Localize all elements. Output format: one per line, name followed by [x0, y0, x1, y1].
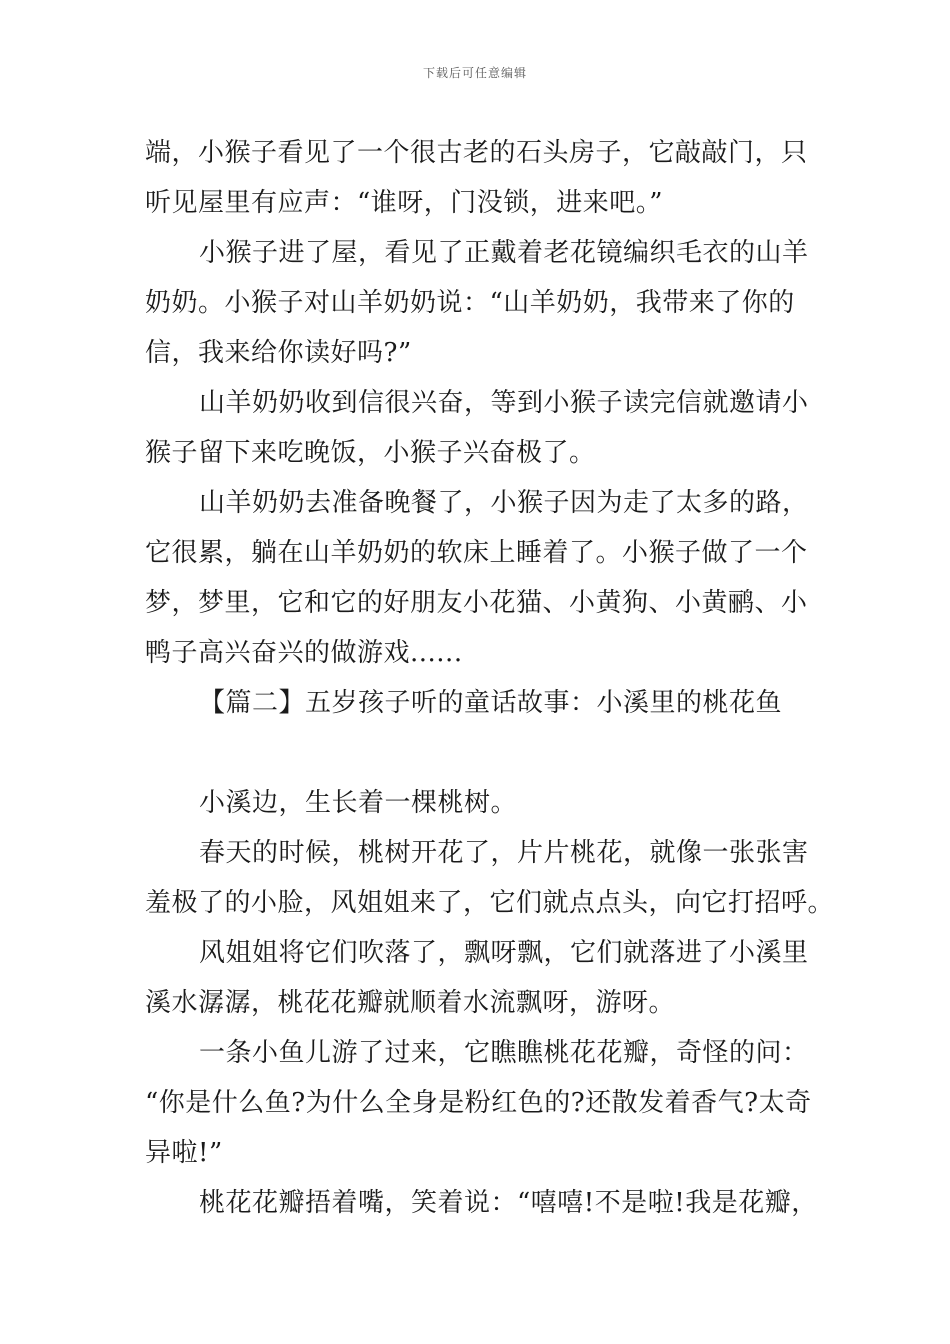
paragraph-start: 一条小鱼儿游了过来，它瞧瞧桃花花瓣，奇怪的问：: [199, 1038, 809, 1068]
paragraph-start: 桃花花瓣捂着嘴，笑着说：“嘻嘻!不是啦!我是花瓣，: [199, 1188, 818, 1218]
blank-line: [145, 728, 825, 778]
text-line: 信，我来给你读好吗?”: [145, 338, 412, 368]
paragraph-start: 小溪边，生长着一棵桃树。: [199, 788, 518, 818]
paragraph-start: 风姐姐将它们吹落了，飘呀飘，它们就落进了小溪里: [199, 938, 809, 968]
paragraph-start: 小猴子进了屋，看见了正戴着老花镜编织毛衣的山羊: [199, 238, 809, 268]
paragraph-start: 山羊奶奶去准备晚餐了，小猴子因为走了太多的路，: [199, 488, 809, 518]
section-heading: 【篇二】五岁孩子听的童话故事：小溪里的桃花鱼: [199, 688, 783, 718]
text-line: 它很累，躺在山羊奶奶的软床上睡着了。小猴子做了一个: [145, 538, 808, 568]
text-line: 鸭子高兴奋兴的做游戏......: [145, 638, 463, 668]
paragraph-start: 山羊奶奶收到信很兴奋，等到小猴子读完信就邀请小: [199, 388, 809, 418]
text-line: 听见屋里有应声：“谁呀，门没锁，进来吧。”: [145, 188, 664, 218]
paragraph-start: 春天的时候，桃树开花了，片片桃花，就像一张张害: [199, 838, 809, 868]
page-header: 下载后可任意编辑: [422, 66, 527, 80]
text-line: 猴子留下来吃晚饭，小猴子兴奋极了。: [145, 438, 596, 468]
text-line: 梦，梦里，它和它的好朋友小花猫、小黄狗、小黄鹂、小: [145, 588, 808, 618]
document-body: [145, 128, 835, 1228]
text-line: 端，小猴子看见了一个很古老的石头房子，它敲敲门，只: [145, 138, 808, 168]
text-line: 异啦!”: [145, 1138, 223, 1168]
text-line: 羞极了的小脸，风姐姐来了，它们就点点头，向它打招呼。: [145, 888, 835, 918]
text-line: 溪水潺潺，桃花花瓣就顺着水流飘呀，游呀。: [145, 988, 676, 1018]
text-line: 奶奶。小猴子对山羊奶奶说：“山羊奶奶，我带来了你的: [145, 288, 795, 318]
text-line: “你是什么鱼?为什么全身是粉红色的?还散发着香气?太奇: [145, 1088, 812, 1118]
